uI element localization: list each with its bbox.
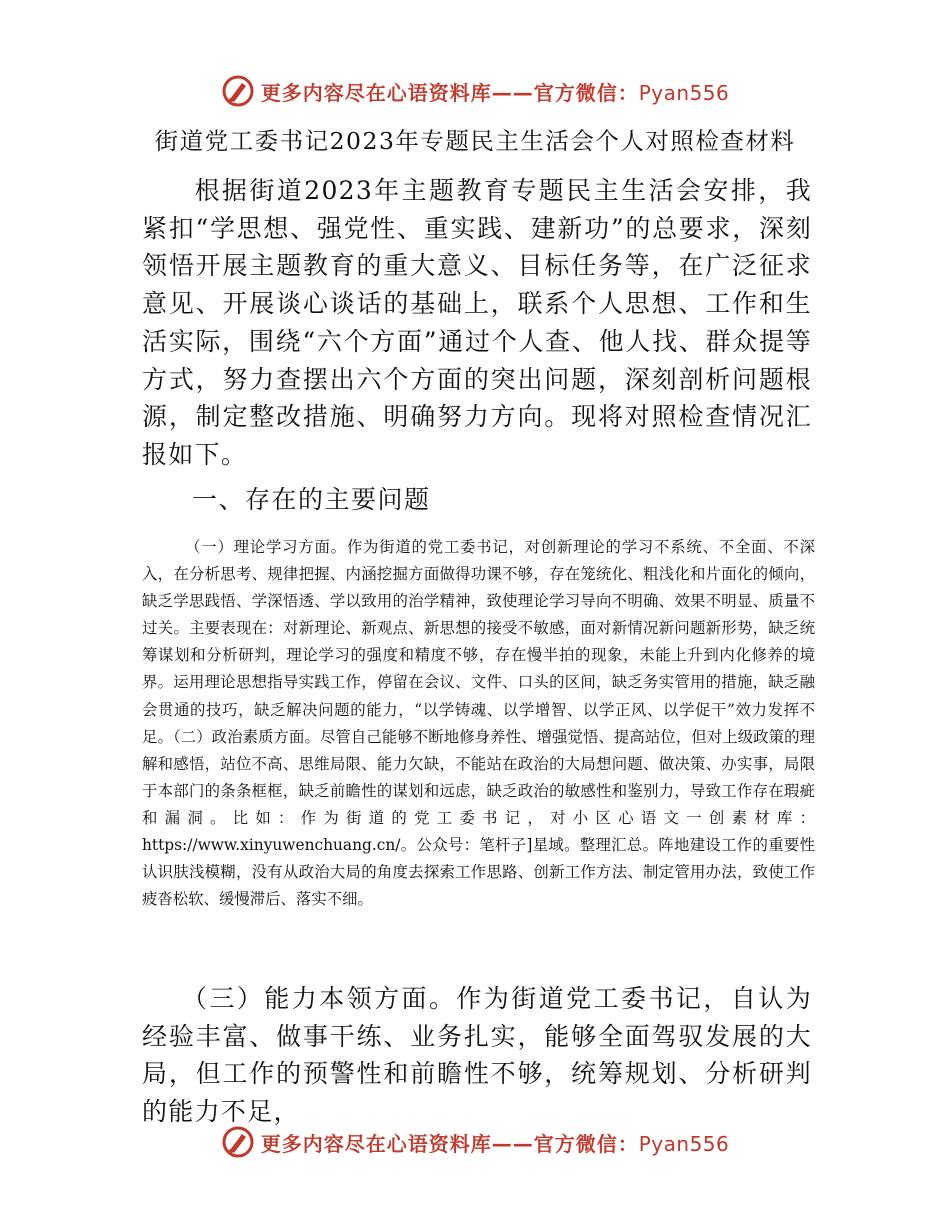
banner-text: 更多内容尽在心语资料库——官方微信：Pyan556: [260, 1131, 730, 1156]
banner-text: 更多内容尽在心语资料库——官方微信：Pyan556: [260, 80, 730, 105]
section-3-paragraph: （三）能力本领方面。作为街道党工委书记，自认为经验丰富、做事干练、业务扎实，能够全面驾驭发展的大局，但工作的预警性和前瞻性不够，统筹规划、分析研判的能力不足，: [142, 984, 812, 1127]
footer-watermark-banner: [0, 1125, 950, 1159]
pen-logo-icon: [221, 1125, 255, 1159]
header-watermark-banner: [0, 74, 950, 108]
pen-logo-icon: [221, 74, 255, 108]
intro-paragraph: 根据街道2023年主题教育专题民主生活会安排，我紧扣“学思想、强党性、重实践、建新功”的总要求，深刻领悟开展主题教育的重大意义、目标任务等，在广泛征求意见、开展谈心谈话的基础上，联系个人思想、工作和生活实际，围绕“六个方面”通过个人查、他人找、群众提等方式，努力查摆出六个方面的突出问题，深刻剖析问题根源，制定整改措施、明确努力方向。现将对照检查情况汇报如下。: [142, 176, 812, 469]
section-body-paragraph: （一）理论学习方面。作为街道的党工委书记，对创新理论的学习不系统、不全面、不深入，在分析思考、规律把握、内涵挖掘方面做得功课不够，存在笼统化、粗浅化和片面化的倾向，缺乏学思践悟、学深悟透、学以致用的治学精神，致使理论学习导向不明确、效果不明显、质量不过关。主要表现在：对新理论、新观点、新思想的接受不敏感，面对新情况新问题新形势，缺乏统筹谋划和分析研判，理论学习的强度和精度不够，存在慢半拍的现象，未能上升到内化修养的境界。运用理论思想指导实践工作，停留在会议、文件、口头的区间，缺乏务实管用的措施，缺乏融会贯通的技巧，缺乏解决问题的能力，“以学铸魂、以学增智、以学正风、以学促干”效力发挥不足。（二）政治素质方面。尽管自己能够不断地修身养性、增强觉悟、提高站位，但对上级政策的理解和感悟，站位不高、思维局限、能力欠缺，不能站在政治的大局想问题、做决策、办实事，局限于本部门的条条框框，缺乏前瞻性的谋划和远虑，缺乏政治的敏感性和鉴别力，导致工作存在瑕疵和漏洞。比如：作为街道的党工委书记，对小区心语文一创素材库：https://www.xinyuwenchuang.cn/。公众号：笔杆子]星域。整理汇总。阵地建设工作的重要性认识肤浅模糊，没有从政治大局的角度去探索工作思路、创新工作方法、制定管用办法，致使工作疲沓松软、缓慢滞后、落实不细。: [142, 538, 815, 909]
wechat-id: Pyan556: [638, 80, 730, 105]
document-title: 街道党工委书记2023年专题民主生活会个人对照检查材料: [154, 127, 796, 155]
section-heading: 一、存在的主要问题: [192, 485, 431, 514]
wechat-id: Pyan556: [638, 1131, 730, 1156]
